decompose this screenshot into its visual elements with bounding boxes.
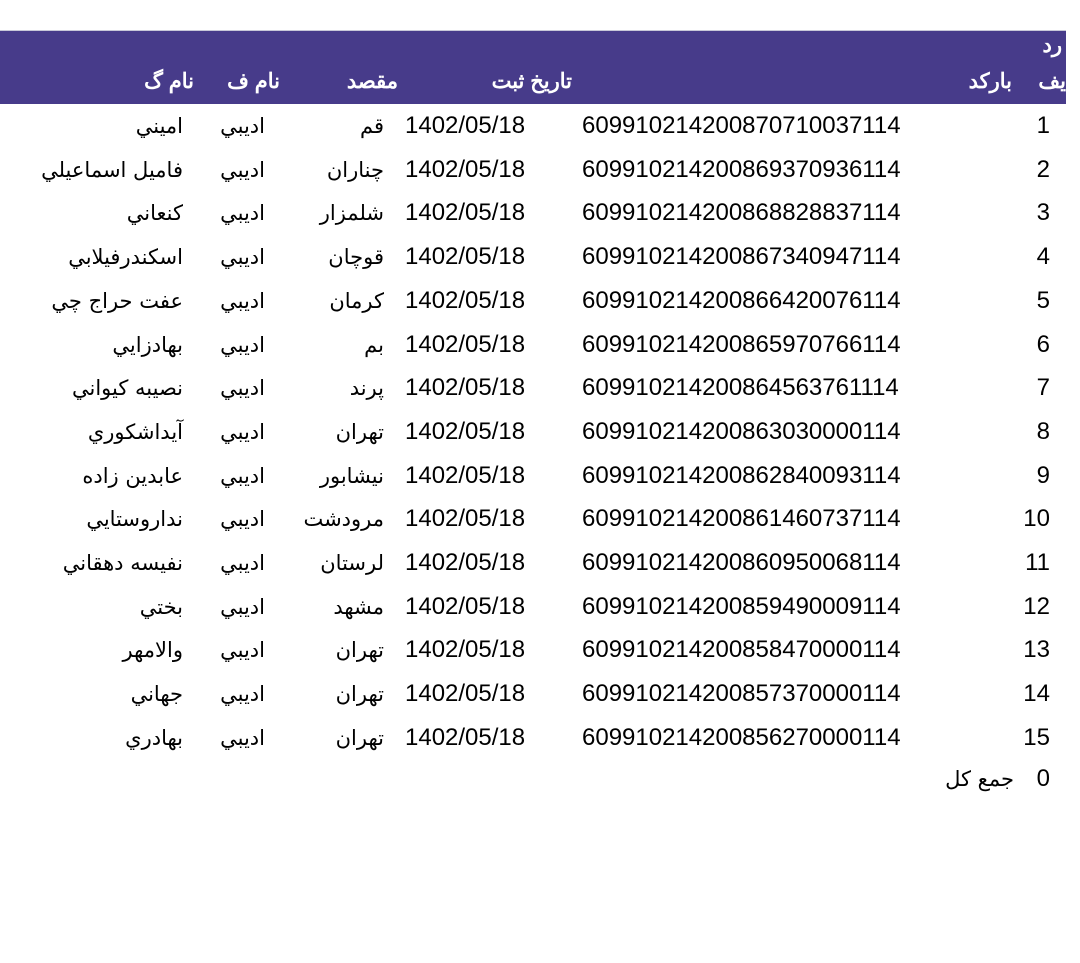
first-name-cell: عفت حراج چي [51,288,183,313]
barcode-cell: 609910214200862840093114 [582,461,901,489]
header-first-name: نام گ [144,70,194,93]
date-cell: 1402/05/18 [405,374,526,402]
barcode-cell: 609910214200868828837114 [582,199,901,227]
last-name-cell: اديبي [220,245,265,270]
row-number: 2 [1036,155,1050,183]
row-number: 6 [1036,330,1050,358]
total-label: جمع كل [945,767,1014,791]
date-cell: 1402/05/18 [405,199,526,227]
table-row [0,497,1066,541]
last-name-cell: اديبي [220,638,265,663]
table-row [0,585,1066,629]
last-name-cell: اديبي [220,507,265,532]
row-number: 4 [1036,243,1050,271]
row-number: 7 [1036,374,1050,402]
destination-cell: مرودشت [303,507,384,532]
date-cell: 1402/05/18 [405,243,526,271]
date-cell: 1402/05/18 [405,155,526,183]
barcode-cell: 609910214200859490009114 [582,592,901,620]
row-number: 13 [1023,636,1050,664]
table-row [0,366,1066,410]
header-destination: مقصد [346,70,398,93]
barcode-cell: 609910214200865970766114 [582,330,901,358]
first-name-cell: فاميل اسماعيلي [41,157,183,182]
last-name-cell: اديبي [220,332,265,357]
date-cell: 1402/05/18 [405,723,526,751]
destination-cell: تهران [335,725,384,750]
row-number: 12 [1023,592,1050,620]
last-name-cell: اديبي [220,551,265,575]
destination-cell: لرستان [320,551,384,575]
last-name-cell: اديبي [220,114,265,138]
destination-cell: چناران [326,157,384,182]
row-number: 5 [1036,286,1050,314]
date-cell: 1402/05/18 [405,592,526,620]
destination-cell: كرمان [329,288,384,313]
total-row [0,757,1066,801]
date-cell: 1402/05/18 [405,680,526,708]
first-name-cell: اسكندرفيلابي [68,245,183,270]
table-header [0,30,1066,104]
row-number: 1 [1036,112,1050,139]
destination-cell: نيشابور [319,463,384,488]
date-cell: 1402/05/18 [405,461,526,489]
row-number: 10 [1023,505,1050,533]
last-name-cell: اديبي [220,594,265,619]
first-name-cell: نصيبه كيواني [71,376,183,401]
first-name-cell: بهادزايي [112,332,183,357]
last-name-cell: اديبي [220,157,265,182]
last-name-cell: اديبي [220,288,265,313]
destination-cell: قوچان [328,245,384,270]
barcode-cell: 609910214200863030000114 [582,417,901,445]
table-row [0,148,1066,192]
row-number: 8 [1036,417,1050,445]
date-cell: 1402/05/18 [405,112,526,139]
barcode-cell: 609910214200867340947114 [582,243,901,271]
row-number: 15 [1023,723,1050,751]
header-last-name: نام ف [227,70,280,93]
barcode-cell: 609910214200860950068114 [582,549,901,576]
row-number: 11 [1025,549,1050,576]
destination-cell: پرند [349,376,384,401]
barcode-cell: 609910214200856270000114 [582,723,901,751]
date-cell: 1402/05/18 [405,505,526,533]
last-name-cell: اديبي [220,463,265,488]
date-cell: 1402/05/18 [405,549,526,576]
destination-cell: تهران [335,419,384,444]
row-number: 3 [1036,199,1050,227]
first-name-cell: عابدين زاده [82,463,183,488]
barcode-cell: 609910214200870710037114 [582,112,901,139]
table-row [0,672,1066,716]
destination-cell: تهران [335,682,384,707]
date-cell: 1402/05/18 [405,636,526,664]
header-row-number-line2: يف [1038,70,1066,93]
destination-cell: بم [364,332,384,357]
date-cell: 1402/05/18 [405,417,526,445]
destination-cell: شلمزار [319,201,384,226]
table-row [0,191,1066,235]
table-row [0,628,1066,672]
barcode-cell: 609910214200858470000114 [582,636,901,664]
barcode-cell: 609910214200861460737114 [582,505,901,533]
barcode-cell: 609910214200869370936114 [582,155,901,183]
destination-cell: قم [359,114,384,138]
first-name-cell: والامهر [122,638,183,663]
table-row [0,454,1066,498]
first-name-cell: بهادري [125,725,183,750]
first-name-cell: بختي [139,594,183,619]
last-name-cell: اديبي [220,376,265,401]
last-name-cell: اديبي [220,682,265,707]
barcode-cell: 609910214200864563761114 [582,374,899,402]
header-date: تاريخ ثبت [491,70,572,93]
barcode-cell: 609910214200857370000114 [582,680,901,708]
barcode-cell: 609910214200866420076114 [582,286,901,314]
first-name-cell: نداروستايي [86,507,183,532]
last-name-cell: اديبي [220,419,265,444]
first-name-cell: جهاني [130,682,183,707]
row-number: 14 [1023,680,1050,708]
table-row [0,235,1066,279]
table-row [0,279,1066,323]
table-row [0,541,1066,585]
last-name-cell: اديبي [220,201,265,226]
last-name-cell: اديبي [220,725,265,750]
header-barcode: باركد [968,70,1012,93]
table-row [0,323,1066,367]
first-name-cell: اميني [135,114,183,138]
table-row [0,410,1066,454]
destination-cell: تهران [335,638,384,663]
destination-cell: مشهد [333,594,384,619]
row-number: 9 [1036,461,1050,489]
date-cell: 1402/05/18 [405,286,526,314]
first-name-cell: آيداشكوري [87,419,183,444]
header-row-number-line1: رد [1042,34,1062,57]
table-row [0,104,1066,148]
first-name-cell: كنعاني [126,201,183,226]
first-name-cell: نفيسه دهقاني [62,551,183,575]
total-value: 0 [1036,765,1050,792]
date-cell: 1402/05/18 [405,330,526,358]
table-row [0,716,1066,760]
